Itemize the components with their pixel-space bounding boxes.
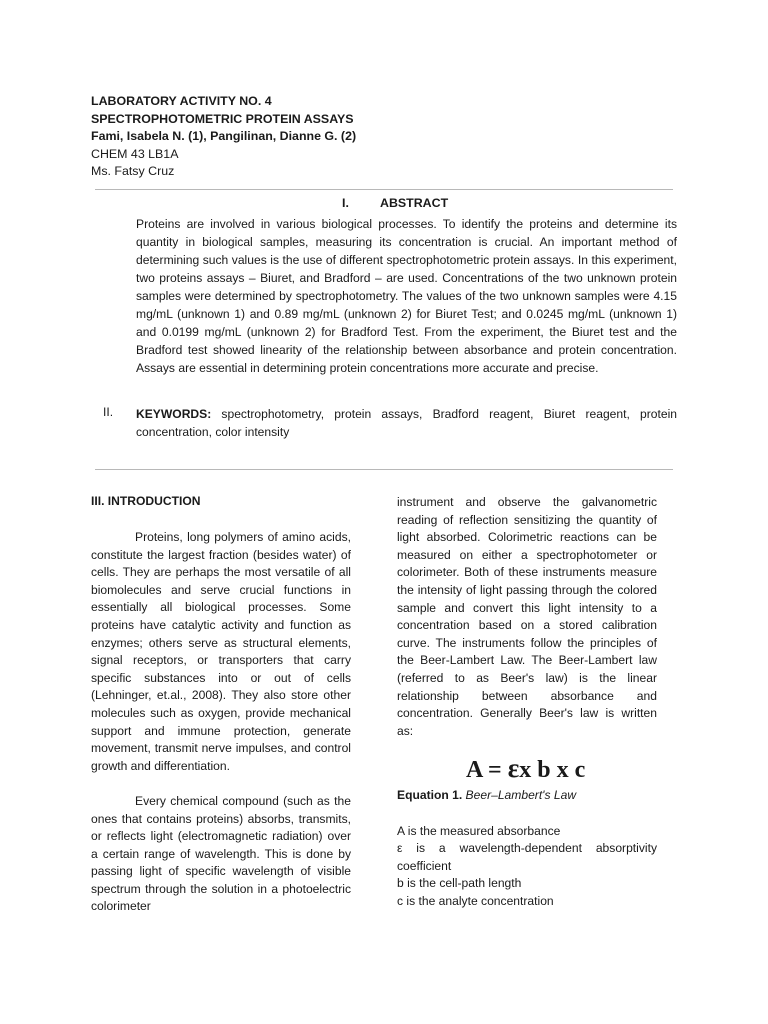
left-column — [91, 529, 351, 934]
introduction-heading: III. INTRODUCTION — [91, 494, 201, 508]
beer-lambert-equation — [466, 753, 585, 784]
keywords-number: II. — [103, 405, 114, 419]
top-divider — [95, 189, 673, 190]
equation-epsilon: ε — [507, 753, 520, 783]
equation-lhs: A = — [466, 757, 508, 783]
keywords-label: KEYWORDS: — [136, 407, 212, 421]
paper-title: SPECTROPHOTOMETRIC PROTEIN ASSAYS — [91, 111, 354, 126]
definition-item: b is the cell-path length — [397, 876, 522, 891]
instructor: Ms. Fatsy Cruz — [91, 164, 175, 179]
activity-title: LABORATORY ACTIVITY NO. 4 — [91, 94, 272, 108]
right-column — [397, 494, 657, 740]
document-header — [91, 93, 356, 181]
section-divider — [95, 469, 673, 470]
definition-item: A is the measured absorbance — [397, 824, 561, 838]
equation-caption — [397, 788, 576, 802]
abstract-text: Proteins are involved in various biological processes. To identify the proteins and determine its quantity in biological samples, measuring its concentration is crucial. An important method of determining such values is the use of different spectrophotometric protein assays. In this experiment, two proteins assays – Biuret, and Bradford – are used. Concentrations of the two unknown protein samples were determined by spectrophotometry. The values of the two unknown samples were 4.15 mg/mL (unknown 1) and 0.89 mg/mL (unknown 2) for Biuret Test; and 0.0245 mg/mL (unknown 1) and 0.0199 mg/mL (unknown 2) for Bradford Test. From the experiment, the Biuret test and the Bradford test showed linearity of the relationship between absorbance and protein concentration. Assays are essential in determining protein concentrations more accurate and precise. — [136, 217, 677, 375]
keywords-text: spectrophotometry, protein assays, Bradford reagent, Biuret reagent, protein concentration, color intensity — [136, 407, 677, 439]
equation-rhs: x b x c — [519, 757, 586, 783]
authors: Fami, Isabela N. (1), Pangilinan, Dianne G. (2) — [91, 129, 357, 144]
equation-caption-text: Beer–Lambert's Law — [462, 788, 577, 802]
definition-item: ε is a wavelength-dependent absorptivity coefficient — [397, 841, 657, 873]
definition-item: c is the analyte concentration — [397, 893, 554, 908]
intro-paragraph-2: Every chemical compound (such as the ones that contains proteins) absorbs, transmits, or reflects light (electromagnetic radiation) over a certain range of wavelength. This is done by passing light of specific wavelength of visible spectrum through the solution in a photoelectric colorimeter — [91, 793, 351, 914]
abstract-title: ABSTRACT — [380, 196, 449, 210]
equation-caption-label: Equation 1. — [397, 788, 463, 802]
course-code: CHEM 43 LB1A — [91, 146, 179, 161]
variable-definitions — [397, 823, 657, 910]
intro-paragraph-3: instrument and observe the galvanometric reading of reflection sensitizing the quantity of light absorbed. Colorimetric reactions can be measured on either a spectrophotometer or colorimeter. Both of these instruments measure the intensity of light passing through the colored sample and convert this light intensity to a concentration based on a stored calibration curve. The instruments follow the principles of the Beer-Lambert Law. The Beer-Lambert law (referred to as Beer's law) is the linear relationship between absorbance and concentration. Generally Beer's law is written as: — [397, 495, 657, 738]
abstract-number: I. — [342, 196, 349, 210]
keywords-section — [136, 405, 677, 441]
abstract-heading — [342, 196, 448, 210]
intro-paragraph-1: Proteins, long polymers of amino acids, constitute the largest fraction (besides water) of cells. They are perhaps the most versatile of all biomolecules and serve crucial functions in essentially all biological processes. Some proteins have catalytic activity and function as enzymes; others serve as structural elements, signal receptors, or transporters that carry specific substances into or out of cells (Lehninger, et.al., 2008). They also store other molecules such as oxygen, provide mechanical support and immune protection, generate movement, transmit nerve impulses, and control growth and differentiation. — [91, 530, 351, 773]
